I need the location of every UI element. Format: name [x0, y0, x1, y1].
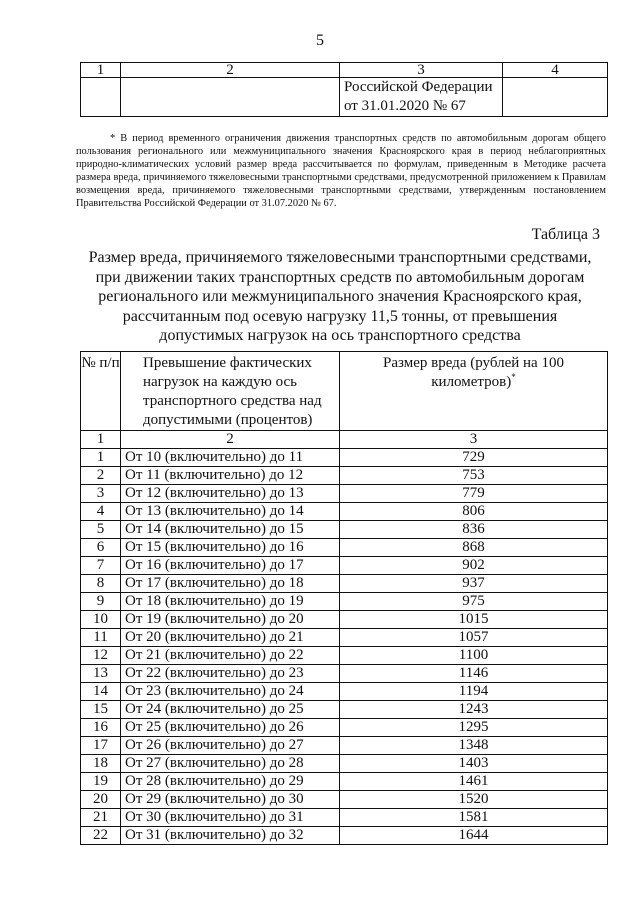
damage-value: 1581 [340, 809, 608, 827]
row-number: 22 [81, 827, 121, 845]
footnote-text: В период временного ограничения движения транспортных средств по автомобильным дорогам общего пользования регионального или межмуниципального значения Красноярского края в период неблагоприятных природно-климатических условий размер вреда рассчитывается по формулам, приведенным в Методике расчета размера вреда, причиняемого тяжеловесными транспортными средствами, предусмотренной приложением к Правилам возмещения вреда, причиняемого тяжеловесными транспортными средствами, утвержденным постановлением Правительства Российской Федерации от 31.07.2020 № 67. [76, 133, 606, 209]
row-number: 15 [81, 701, 121, 719]
overload-range: От 29 (включительно) до 30 [121, 791, 340, 809]
row-number: 3 [81, 485, 121, 503]
overload-range: От 31 (включительно) до 32 [121, 827, 340, 845]
table-row [81, 611, 608, 629]
damage-value: 1194 [340, 683, 608, 701]
damage-value: 937 [340, 575, 608, 593]
table-row [81, 575, 608, 593]
row-number: 20 [81, 791, 121, 809]
row-number: 5 [81, 521, 121, 539]
row-number: 7 [81, 557, 121, 575]
header-number: № п/п [81, 352, 121, 431]
table-row [81, 683, 608, 701]
empty-cell [503, 78, 608, 117]
damage-table [80, 351, 608, 845]
damage-value: 1348 [340, 737, 608, 755]
table-row [81, 539, 608, 557]
overload-range: От 26 (включительно) до 27 [121, 737, 340, 755]
table-caption: Таблица 3 [531, 226, 600, 243]
row-number: 13 [81, 665, 121, 683]
table-row [81, 503, 608, 521]
table-row [81, 647, 608, 665]
overload-range: От 13 (включительно) до 14 [121, 503, 340, 521]
continuation-table [80, 62, 608, 117]
header-damage-text: Размер вреда (рублей на 100 километров) [383, 355, 564, 390]
column-numbering-row [81, 431, 608, 449]
table-row [81, 701, 608, 719]
overload-range: От 21 (включительно) до 22 [121, 647, 340, 665]
page-number: 5 [316, 32, 324, 49]
header-damage-footnote-marker: * [511, 372, 516, 382]
column-numbering-3: 3 [340, 431, 608, 449]
empty-cell [121, 78, 340, 117]
damage-value: 1243 [340, 701, 608, 719]
row-number: 11 [81, 629, 121, 647]
overload-range: От 24 (включительно) до 25 [121, 701, 340, 719]
row-number: 2 [81, 467, 121, 485]
damage-value: 1015 [340, 611, 608, 629]
row-number: 14 [81, 683, 121, 701]
overload-range: От 11 (включительно) до 12 [121, 467, 340, 485]
row-number: 1 [81, 449, 121, 467]
overload-range: От 15 (включительно) до 16 [121, 539, 340, 557]
overload-range: От 17 (включительно) до 18 [121, 575, 340, 593]
damage-value: 806 [340, 503, 608, 521]
overload-range: От 12 (включительно) до 13 [121, 485, 340, 503]
damage-value: 1100 [340, 647, 608, 665]
table-row [81, 737, 608, 755]
table-row [81, 449, 608, 467]
damage-value: 902 [340, 557, 608, 575]
damage-value: 753 [340, 467, 608, 485]
regulation-reference-cell [340, 78, 503, 117]
table-row [81, 809, 608, 827]
table-row [81, 755, 608, 773]
damage-value: 779 [340, 485, 608, 503]
row-number: 12 [81, 647, 121, 665]
empty-cell [81, 78, 121, 117]
overload-range: От 30 (включительно) до 31 [121, 809, 340, 827]
column-number-1: 1 [81, 63, 121, 78]
row-number: 19 [81, 773, 121, 791]
column-number-2: 2 [121, 63, 340, 78]
overload-range: От 14 (включительно) до 15 [121, 521, 340, 539]
overload-range: От 22 (включительно) до 23 [121, 665, 340, 683]
damage-value: 1146 [340, 665, 608, 683]
row-number: 18 [81, 755, 121, 773]
damage-value: 836 [340, 521, 608, 539]
overload-range: От 18 (включительно) до 19 [121, 593, 340, 611]
header-damage [340, 352, 608, 431]
table-row [81, 791, 608, 809]
row-number: 4 [81, 503, 121, 521]
damage-value: 1403 [340, 755, 608, 773]
row-number: 9 [81, 593, 121, 611]
overload-range: От 28 (включительно) до 29 [121, 773, 340, 791]
table-row [81, 485, 608, 503]
overload-range: От 19 (включительно) до 20 [121, 611, 340, 629]
overload-range: От 25 (включительно) до 26 [121, 719, 340, 737]
column-number-4: 4 [503, 63, 608, 78]
overload-range: От 27 (включительно) до 28 [121, 755, 340, 773]
table-row [81, 629, 608, 647]
overload-range: От 16 (включительно) до 17 [121, 557, 340, 575]
row-number: 6 [81, 539, 121, 557]
table-row [81, 719, 608, 737]
overload-range: От 20 (включительно) до 21 [121, 629, 340, 647]
damage-value: 1461 [340, 773, 608, 791]
overload-range: От 10 (включительно) до 11 [121, 449, 340, 467]
table-row [81, 827, 608, 845]
table-row [81, 521, 608, 539]
row-number: 17 [81, 737, 121, 755]
regulation-line-1: Российской Федерации [344, 79, 493, 95]
table-title: Размер вреда, причиняемого тяжеловесными транспортными средствами, при движении таких транспортных средств по автомобильным дорогам регионального или межмуниципального значения Красноярского края, рассчитанным под осевую нагрузку 11,5 тонны, от превышения допустимых нагрузок на ось транспортного средства [88, 249, 592, 344]
row-number: 10 [81, 611, 121, 629]
damage-value: 1057 [340, 629, 608, 647]
table-row [81, 467, 608, 485]
header-overload: Превышение фактических нагрузок на каждую ось транспортного средства над допустимыми (процентов) [121, 352, 340, 431]
column-numbering-2: 2 [121, 431, 340, 449]
overload-range: От 23 (включительно) до 24 [121, 683, 340, 701]
row-number: 16 [81, 719, 121, 737]
footnote-marker: * [110, 133, 116, 144]
table-row [81, 773, 608, 791]
damage-value: 1644 [340, 827, 608, 845]
damage-value: 1520 [340, 791, 608, 809]
damage-value: 729 [340, 449, 608, 467]
footnote [76, 133, 606, 210]
table-row [81, 665, 608, 683]
row-number: 21 [81, 809, 121, 827]
column-numbering-1: 1 [81, 431, 121, 449]
regulation-line-2: от 31.01.2020 № 67 [344, 98, 466, 114]
table-row [81, 557, 608, 575]
row-number: 8 [81, 575, 121, 593]
damage-value: 868 [340, 539, 608, 557]
damage-value: 1295 [340, 719, 608, 737]
continuation-header-row [81, 63, 608, 78]
damage-value: 975 [340, 593, 608, 611]
column-number-3: 3 [340, 63, 503, 78]
table-row [81, 593, 608, 611]
table-header-row [81, 352, 608, 431]
continuation-content-row [81, 78, 608, 117]
